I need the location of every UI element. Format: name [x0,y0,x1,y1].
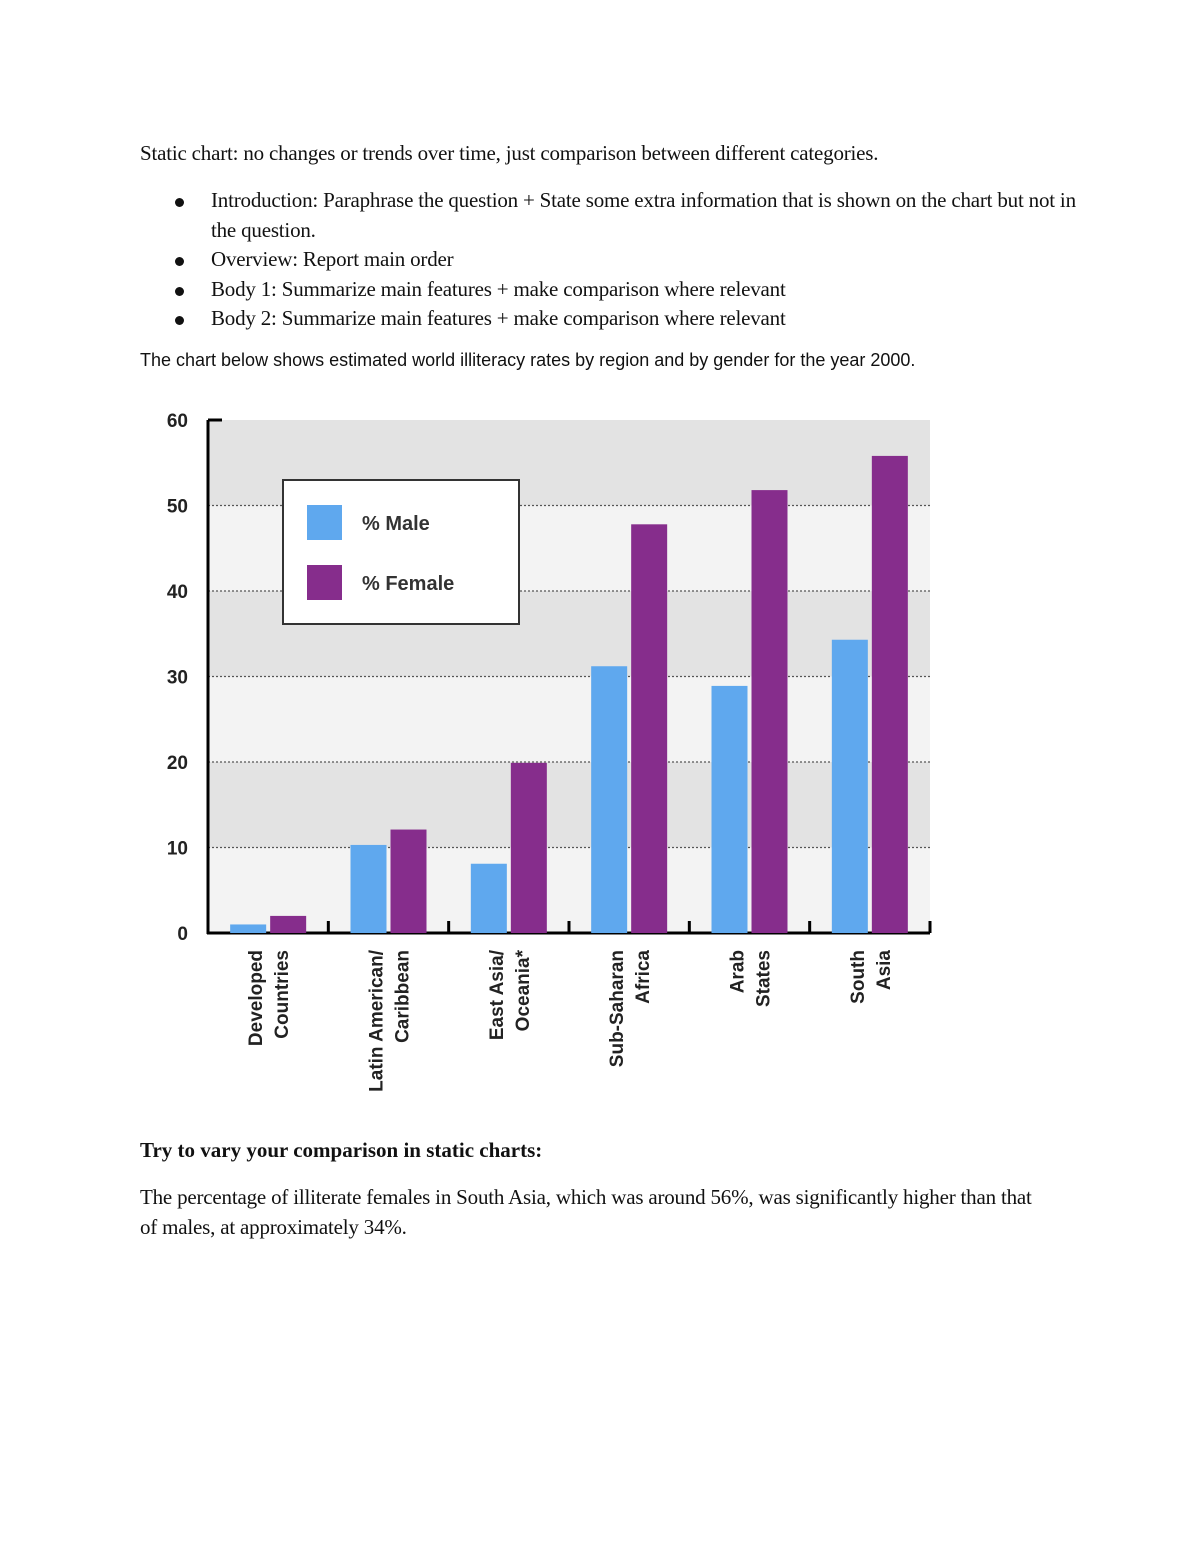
x-tick-label [607,950,654,1068]
bar-female [872,456,908,933]
bullet-icon [175,316,184,325]
y-tick-label: 10 [166,838,188,860]
legend-box [283,480,519,624]
x-tick-label [367,949,414,1092]
x-tick-label-line: Oceania* [512,950,534,1032]
legend-swatch [307,505,342,540]
x-tick-label-line: Asia [873,950,895,991]
list-item-label: Body 2: Summarize main features + make comparison where relevant [211,306,786,330]
y-tick-label: 30 [166,667,188,689]
y-tick-label: 20 [166,753,188,774]
bar-male [230,924,266,933]
x-tick-label-line: Countries [272,950,294,1039]
y-tick-label: 60 [166,411,188,432]
x-tick-label-line: South [847,950,869,1004]
bar-male [471,864,507,933]
intro-line: Static chart: no changes or trends over time, just comparison between different categories. [140,141,879,165]
bullet-icon [175,287,184,296]
section-heading: Try to vary your comparison in static charts: [140,1138,543,1162]
bar-female [270,916,306,933]
y-tick-label: 50 [166,496,188,518]
bar-male [351,845,387,933]
plot-band [208,762,930,848]
x-tick-label-line: Africa [633,950,655,1004]
x-tick-label-line: Caribbean [392,950,414,1043]
bar-male [591,666,627,933]
x-tick-label [728,950,775,1007]
list-item-label: Introduction: Paraphrase the question + State some extra information that is shown on the chart but not in the question. [211,188,1076,242]
x-tick-label [246,950,293,1046]
x-tick-label-line: Developed [246,950,268,1047]
bar-female [391,830,427,933]
bar-female [511,763,547,933]
tips-list [140,186,1080,334]
plot-band [208,848,930,934]
list-item-label: Overview: Report main order [211,247,454,271]
x-tick-label-line: Arab [727,950,749,994]
bar-male [712,686,748,933]
x-tick-label-line: States [753,950,775,1008]
x-tick-label [848,950,895,1004]
bar-female [631,524,667,933]
legend-swatch [307,565,342,600]
list-item-label: Body 1: Summarize main features + make comparison where relevant [211,276,786,301]
bar-female [752,490,788,933]
list-item [140,186,1080,245]
bullet-icon [175,257,184,266]
y-tick-label: 0 [177,924,188,945]
plot-band [208,677,930,763]
x-tick-label-line: Sub-Saharan [607,950,629,1068]
list-item [140,275,1080,305]
example-paragraph: The percentage of illiterate females in South Asia, which was around 56%, was significantly higher than that of males, at approximately 34%. [140,1185,1032,1239]
chart-caption: The chart below shows estimated world illiteracy rates by region and by gender for the year 2000. [140,350,916,370]
list-item [140,304,1080,334]
legend-label: % Female [362,573,455,595]
chart-legend [283,480,519,624]
bullet-icon [175,198,184,207]
legend-label: % Male [362,513,430,535]
x-tick-label [487,949,534,1040]
bar-male [832,640,868,933]
list-item [140,245,1080,275]
y-tick-label: 40 [166,582,188,603]
x-tick-label-line: East Asia/ [486,950,508,1041]
x-tick-label-line: Latin American/ [366,950,388,1092]
illiteracy-bar-chart [140,395,950,1120]
